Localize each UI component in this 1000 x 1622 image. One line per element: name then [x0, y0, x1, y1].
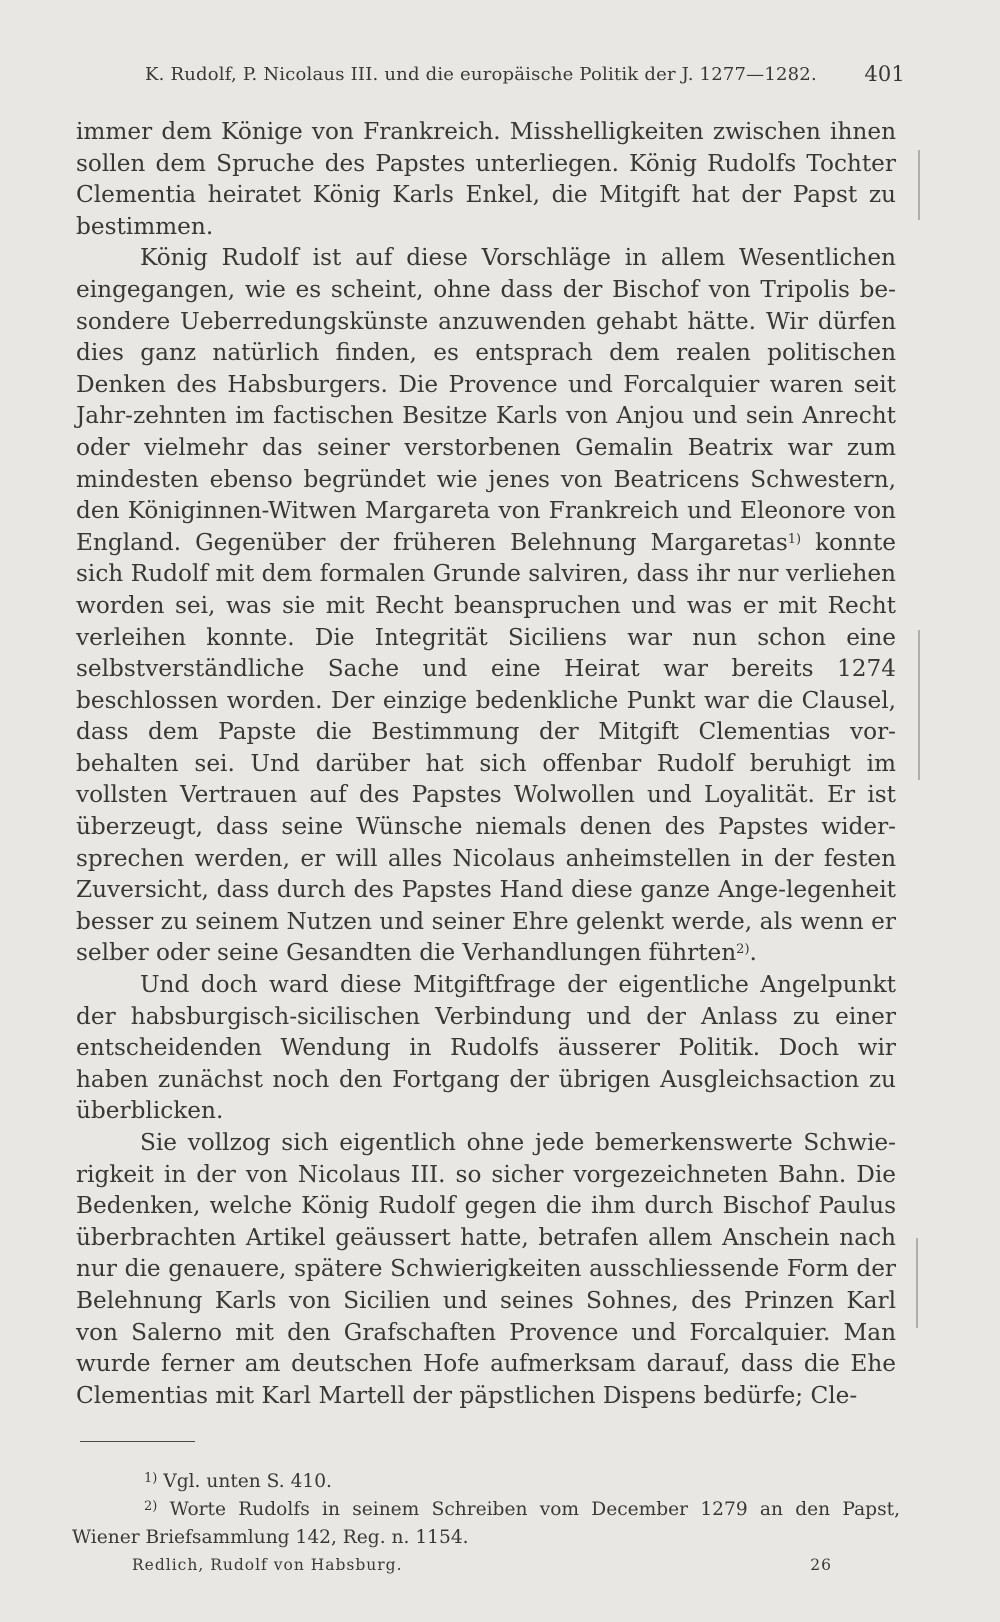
footnote-ref-2[interactable]: 2)	[736, 942, 750, 958]
footnote-2	[72, 1496, 900, 1552]
footnote-marker: 2)	[144, 1499, 158, 1514]
paragraph-2	[76, 242, 896, 969]
paragraph-1: immer dem Könige von Frankreich. Misshelligkeiten zwischen ihnen sollen dem Spruche des Papstes unterliegen. König Rudolfs Tochter Clementia heiratet König Karls Enkel, die Mitgift hat der Papst zu bestimmen.	[76, 118, 896, 240]
paragraph-3: Und doch ward diese Mitgiftfrage der eigentliche Angelpunkt der habsburgisch-sicilischen Verbindung und der Anlass zu einer entscheidenden Wendung in Rudolfs äusserer Politik. Doch wir haben zunächst noch den Fortgang der übrigen Ausgleichsaction zu überblicken.	[76, 971, 896, 1125]
paragraph-2-part-a: König Rudolf ist auf diese Vorschläge in allem Wesentlichen eingegangen, wie es scheint, ohne dass der Bischof von Tripolis be-sondere Ueberredungskünste anzuwenden gehabt hätte. Wir dürfen dies ganz natürlich finden, es entsprach dem realen politischen Denken des Habsburgers. Die Provence und Forcalquier waren seit Jahr-zehnten im factischen Besitze Karls von Anjou und sein Anrecht oder vielmehr das seiner verstorbenen Gemalin Beatrix war zum mindesten ebenso begründet wie jenes von Beatricens Schwestern, den Königinnen-Witwen Margareta von Frankreich und Eleonore von England. Gegenüber der früheren Belehnung Margaretas	[76, 244, 896, 556]
footnotes	[72, 1468, 900, 1552]
signature-text: Redlich, Rudolf von Habsburg.	[132, 1556, 403, 1574]
body-text	[76, 116, 896, 1411]
paragraph-4: Sie vollzog sich eigentlich ohne jede bemerkenswerte Schwie-rigkeit in der von Nicolaus III. so sicher vorgezeichneten Bahn. Die Bedenken, welche König Rudolf gegen die ihm durch Bischof Paulus überbrachten Artikel geäussert hatte, betrafen allem Anschein nach nur die genauere, spätere Schwierigkeiten ausschliessende Form der Belehnung Karls von Sicilien und seines Sohnes, des Prinzen Karl von Salerno mit den Grafschaften Provence und Forcalquier. Man wurde ferner am deutschen Hofe aufmerksam darauf, dass die Ehe Clementias mit Karl Martell der päpstlichen Dispens bedürfe; Cle-	[76, 1129, 896, 1409]
footnote-text: Worte Rudolfs in seinem Schreiben vom December 1279 an den Papst, Wiener Briefsammlung 142, Reg. n. 1154.	[72, 1499, 900, 1548]
running-title: K. Rudolf, P. Nicolaus III. und die europäische Politik der J. 1277—1282.	[145, 64, 817, 85]
paragraph-2-end: .	[749, 939, 757, 967]
paragraph-2-part-b: konnte sich Rudolf mit dem formalen Grunde salviren, dass ihr nur verliehen worden sei, was sie mit Recht beanspruchen und was er mit Recht verleihen konnte. Die Integrität Siciliens war nun schon eine selbstverständliche Sache und eine Heirat war bereits 1274 beschlossen worden. Der einzige bedenkliche Punkt war die Clausel, dass dem Papste die Bestimmung der Mitgift Clementias vor-behalten sei. Und darüber hat sich offenbar Rudolf beruhigt im vollsten Vertrauen auf des Papstes Wolwollen und Loyalität. Er ist überzeugt, dass seine Wünsche niemals denen des Papstes wider-sprechen werden, er will alles Nicolaus anheimstellen in der festen Zuversicht, dass durch des Papstes Hand diese ganze Ange-legenheit besser zu seinem Nutzen und seiner Ehre gelenkt werde, als wenn er selber oder seine Gesandten die Verhandlungen führten	[76, 528, 896, 967]
sheet-signature	[132, 1556, 832, 1574]
footnote-1	[72, 1468, 900, 1496]
margin-pencil-mark	[916, 1238, 918, 1328]
footnote-rule	[80, 1441, 195, 1442]
margin-pencil-mark	[918, 630, 920, 780]
footnote-text: Vgl. unten S. 410.	[163, 1471, 332, 1492]
sheet-number: 26	[810, 1556, 832, 1574]
margin-pencil-mark	[918, 150, 920, 220]
page-number: 401	[864, 62, 905, 86]
footnote-marker: 1)	[144, 1471, 158, 1486]
footnote-ref-1[interactable]: 1)	[787, 531, 802, 547]
running-header	[145, 64, 905, 85]
